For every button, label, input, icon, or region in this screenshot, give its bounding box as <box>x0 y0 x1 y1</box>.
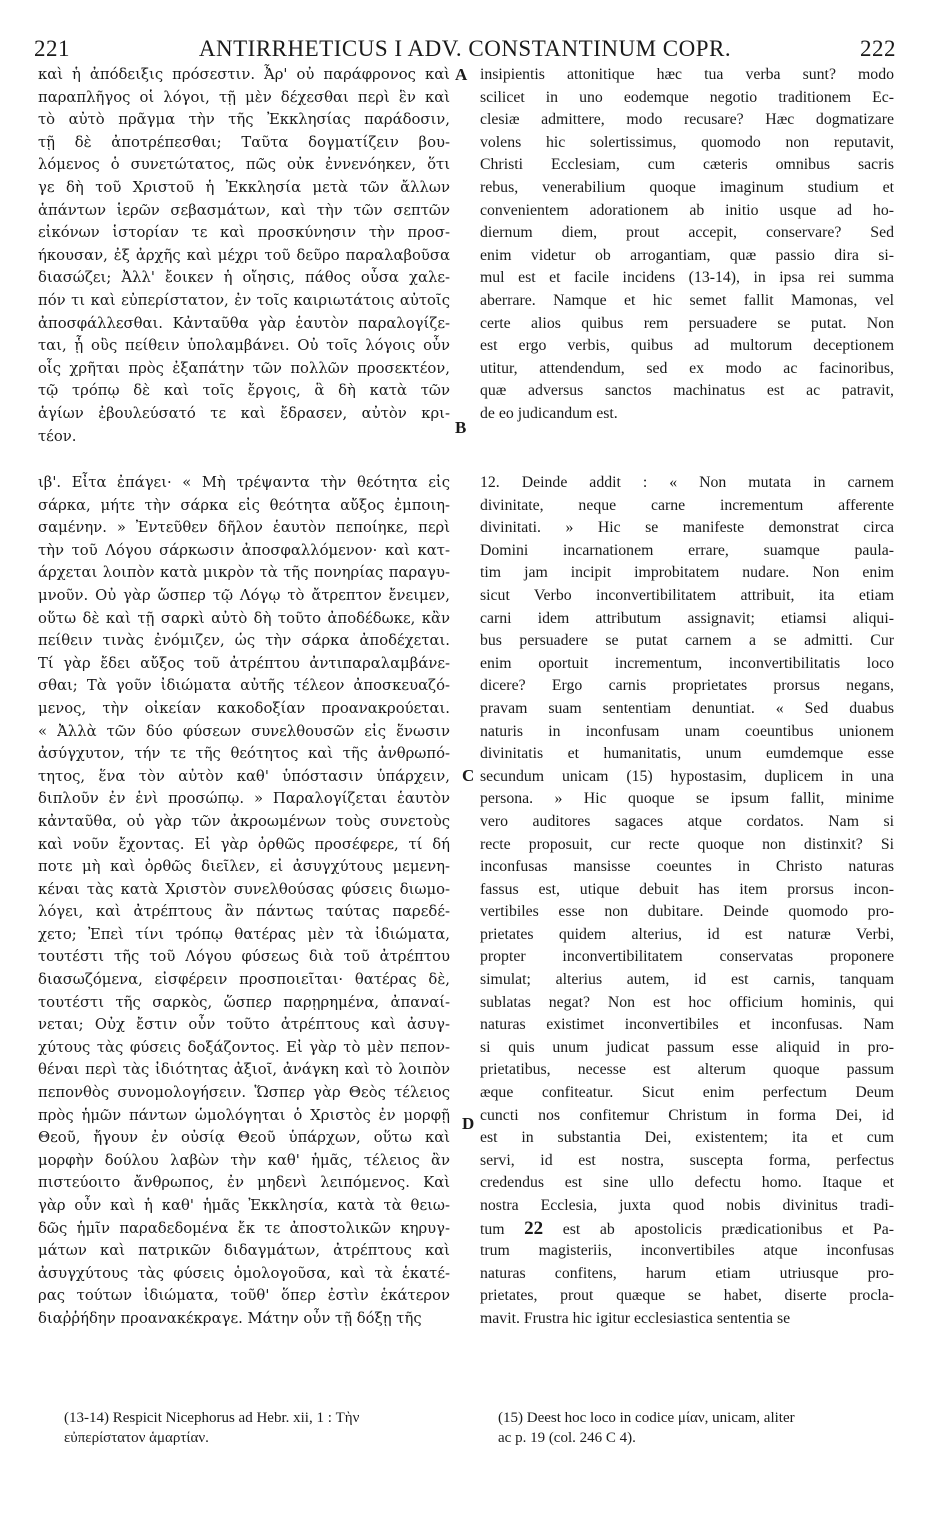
latin-text-line: enim videtur ob arrogantiam, quæ passio dira si- <box>480 246 894 264</box>
greek-text-line: ἁπάντων ἱερῶν σεβασμάτων, καὶ τὴν τῶν σεπτῶν <box>38 201 450 219</box>
latin-text-line: utitur, attendendum, sed ex modo ac facinoribus, <box>480 359 894 377</box>
latin-text-line: certe alios quibus rem persuadere se putat. Non <box>480 314 894 332</box>
greek-text-line: χύτους τὰς φύσεις δοξάζοντος. Εἰ γὰρ τὸ μὲν πεπον- <box>38 1038 450 1056</box>
footnote-line: ac p. 19 (col. 246 C 4). <box>498 1430 636 1446</box>
latin-text-line: propter inconvertibilitatem conservatas proponere <box>480 948 894 966</box>
margin-marker-c: C <box>462 766 475 785</box>
greek-text-line: μνοῦν. Οὐ γὰρ ὥσπερ τῷ Λόγῳ τὸ ἄτρεπτον ἔνειμεν, <box>38 586 450 604</box>
greek-text-line: ποτε μὴ καὶ ὀρθῶς διεῖλεν, εἰ ἀσυγχύτους μεμενη- <box>38 858 450 876</box>
latin-text-line: prietates quidem alterius, id est naturæ Verbi, <box>480 925 894 943</box>
latin-text-line: 12. Deinde addit : « Non mutata in carnem <box>480 474 894 491</box>
latin-text-line: diernum diem, prout accepit, conservare? Sed <box>480 224 894 242</box>
latin-text-line: recte proposuit, cur recte quoque non distinxit? Si <box>480 835 894 853</box>
greek-text-line: γὰρ οὖν καὶ ἡ καθ' ἡμᾶς Ἐκκλησία, κατὰ τὰ θειω- <box>38 1197 450 1214</box>
greek-text-line: διασώζει; Ἀλλ' ἔοικεν ἡ οἴησις, πάθος οὖσα χαλε- <box>38 269 450 287</box>
latin-text-line: volens hic solertissimus, quomodo non reputavit, <box>480 133 894 151</box>
greek-text-line: ἀσυγχύτους τὰς φύσεις ὁμολογοῦσα, καὶ τὰ ἑκατέ- <box>38 1264 450 1282</box>
latin-text-line: fassus est, utique debuit has item prorsus incon- <box>480 880 894 898</box>
greek-text-line: λόγει, καὶ ἀτρέπτους ἂν πάντως ταύτας παρεδέ- <box>38 903 450 921</box>
page-number-right: 222 <box>860 36 896 61</box>
footnote-line: (15) Deest hoc loco in codice μίαν, unicam, aliter <box>498 1410 795 1426</box>
latin-text-line: naturis in inconfusam unam coeuntibus unionem <box>480 722 894 740</box>
greek-text-line: τὴν τοῦ Λόγου σάρκωσιν ἀποσφαλλόμενον· καὶ κατ- <box>38 541 450 559</box>
latin-text-line: naturas existimet inconvertibiles et inconfusas. Nam <box>480 1016 894 1034</box>
greek-text-line: χετο; Ἐπεὶ τίνι τρόπῳ θατέρας μὲν τὰ ἰδιώματα, <box>38 925 450 943</box>
greek-text-line: διασωζόμενα, εἰσφέρειν προσποιεῖται· θατέρας δὲ, <box>38 971 450 989</box>
greek-text-line: καὶ ἡ ἀπόδειξις πρόσεστιν. Ἆρ' οὐ παράφρονος καὶ <box>38 66 450 83</box>
running-header <box>34 36 896 62</box>
latin-text-line: rebus, venerabilium quoque imaginum studium et <box>480 178 894 196</box>
greek-text-line: Τί γὰρ ἔδει αὔξος τοῦ ἀτρέπτου ἀντιπαραλαμβάνε- <box>38 654 450 672</box>
latin-text-line: mul est et facile incidens (13-14), in ipsa rei summa <box>480 269 894 287</box>
greek-column-section-12 <box>38 472 450 1331</box>
latin-text-line: bus persuadere se putat carnem a se admitti. Cur <box>480 632 894 650</box>
greek-text-line: σάρκα, μήτε τὴν σάρκα εἰς θεότητα αὔξος ἐμποιη- <box>38 496 450 514</box>
greek-text-line: σαμένην. » Ἐντεῦθεν δῆλον ἑαυτὸν πεποίηκε, περὶ <box>38 519 450 537</box>
greek-text-line: ήκουσαν, ἐξ ἀρχῆς καὶ μέχρι τοῦ δεῦρο παραλαβοῦσα <box>38 246 450 264</box>
greek-text-line: ται, ᾗ οὓς πείθειν ὑπολαμβάνει. Οὐ τοῖς λόγοις οὖν <box>38 337 450 355</box>
greek-text-line: λόμενος ὁ συνετώτατος, πῶς οὐκ ἐννενόηκεν, ὅτι <box>38 156 450 174</box>
latin-text-line: Christi Ecclesiam, cum cæteris omnibus sacris <box>480 156 894 174</box>
latin-text-line: dicere? Ergo carnis proprietates prorsus negans, <box>480 677 894 695</box>
greek-text-line: πεπονθὸς συνομολογήσειν. Ὥσπερ γὰρ Θεὸς τέλειος <box>38 1084 450 1102</box>
greek-text-line: διπλοῦν ἐν ἑνὶ προσώπῳ. » Παραλογίζεται ἑαυτὸν <box>38 790 450 808</box>
footnote-line: εὐπερίστατον ἁμαρτίαν. <box>64 1430 209 1446</box>
latin-text-line: aberrare. Namque et hic semet fallit Mamonas, vel <box>480 291 894 309</box>
latin-text-line: divinitatis et humanitatis, unum eumdemque esse <box>480 745 894 763</box>
greek-text-line: τέον. <box>38 427 77 445</box>
greek-text-line: « Ἀλλὰ τῶν δύο φύσεων συνελθουσῶν εἰς ἕνωσιν <box>38 722 450 740</box>
greek-text-line: τητος, ἕνα τὸν αὐτὸν καθ' ὑπόστασιν ὑπάρχειν, <box>38 767 450 785</box>
greek-text-line: ιβ'. Εἶτα ἐπάγει· « Μὴ τρέψαντα τὴν θεότητα εἰς <box>38 474 450 491</box>
greek-text-line: ἀσύγχυτον, τήν τε τῆς θεότητος καὶ τῆς ἀνθρωπό- <box>38 745 450 763</box>
latin-text-line: æque confiteatur. Sicut enim perfectum Deum <box>480 1084 894 1102</box>
latin-text-line: si quis unum judicat passum esse aliquid in pro- <box>480 1038 894 1056</box>
greek-text-line: κἀνταῦθα, οὐ γὰρ τῶν ἀκροωμένων τοὺς συνετοὺς <box>38 812 450 830</box>
footnote-15 <box>498 1408 898 1448</box>
latin-column-top <box>480 64 894 426</box>
greek-text-line: μενος, τὴν οἰκείαν κακοδοξίαν προανακρούεται. <box>38 699 450 717</box>
latin-text-line: persona. » Hic quoque se ipsum fallit, minime <box>480 790 894 808</box>
latin-text-line: clesiæ admittere, modo recusare? Hæc dogmatizare <box>480 111 894 129</box>
greek-column-top <box>38 64 450 448</box>
greek-text-line: τουτέστι τῆς σαρκὸς, ὥσπερ παρῃρημένα, ἀπαναί- <box>38 993 450 1011</box>
footnote-13-14 <box>64 1408 454 1448</box>
greek-text-line: μορφὴν δούλου λαβὼν τὴν καθ' ἡμᾶς, τέλειος ἂν <box>38 1151 450 1169</box>
greek-text-line: ἀποσφάλλεσθαι. Κἀνταῦθα γὰρ ἑαυτὸν παραλογίζε- <box>38 314 450 332</box>
running-title: ANTIRRHETICUS I ADV. CONSTANTINUM COPR. <box>198 36 732 61</box>
greek-text-line: μάτων καὶ πατρικῶν διδαγμάτων, ἀτρέπτους καὶ <box>38 1242 450 1260</box>
latin-column-section-12 <box>480 472 894 1331</box>
latin-text-line: cuncti nos confitemur Christum in forma Dei, id <box>480 1106 894 1124</box>
latin-text-line: naturas confitens, harum etiam utriusque pro- <box>480 1264 894 1282</box>
margin-marker-d: D <box>462 1114 475 1133</box>
latin-text-line: convenientem adorationem ab initio usque ad ho- <box>480 201 894 219</box>
margin-marker-b: B <box>455 418 467 437</box>
margin-marker-a: A <box>455 65 468 84</box>
latin-text-line: sicut Verbo inconvertibilitatem attribuit, ita etiam <box>480 586 894 604</box>
latin-text-line: tum 22 est ab apostolicis prædicationibus et Pa- <box>480 1217 894 1239</box>
latin-text-line: de eo judicandum est. <box>480 404 618 422</box>
greek-text-line: τουτέστι τῆς τοῦ Λόγου φύσεως διὰ τοῦ ἀτρέπτου <box>38 948 450 966</box>
footnote-line: (13-14) Respicit Nicephorus ad Hebr. xii, 1 : Τὴν <box>64 1410 360 1426</box>
latin-text-line: insipientis attonitique hæc tua verba sunt? modo <box>480 66 894 83</box>
greek-text-line: Θεοῦ, ἤγουν ἐν οὐσίᾳ Θεοῦ ὑπάρχων, οὕτω καὶ <box>38 1129 450 1147</box>
latin-text-line: inconfusas mansisse coeuntes in Christo naturas <box>480 858 894 876</box>
greek-text-line: παραπλῆγος οἱ λόγοι, τῇ μὲν δέχεσθαι περὶ ἓν καὶ <box>38 88 450 106</box>
greek-text-line: οὕτω δὲ καὶ τῇ σαρκὶ αὐτὸ δὴ τοῦτο ἀποδέδωκε, κἂν <box>38 609 450 627</box>
greek-text-line: τῇ δὲ ἀποτρέπεσθαι; Ταῦτα δογματίζειν βου- <box>38 133 450 151</box>
latin-text-line: mavit. Frustra hic igitur ecclesiastica sententia se <box>480 1309 791 1327</box>
latin-text-line: vertibiles esse non dubitare. Deinde quomodo pro- <box>480 903 894 921</box>
greek-text-line: γε δὴ τοῦ Χριστοῦ ἡ Ἐκκλησία μετὰ τῶν ἄλλων <box>38 178 450 196</box>
latin-text-line: prietates, prout quæque se habet, diserte procla- <box>480 1287 894 1305</box>
inline-page-number: 22 <box>524 1217 544 1239</box>
greek-text-line: πείθειν τινὰς ἐνόμιζεν, ὡς τὴν σάρκα ἀποδέχεται. <box>38 632 450 650</box>
greek-text-line: πρὸς ἡμῶν πάντων ὡμολόγηται ὁ Χριστὸς ἐν μορφῇ <box>38 1106 450 1124</box>
latin-text-line: prietatibus, necesse est alterum quoque passum <box>480 1061 894 1079</box>
greek-text-line: άρχεται λοιπὸν κατὰ μικρὸν τὰ τῆς πονηρίας παραγυ- <box>38 564 450 582</box>
greek-text-line: θέναι περὶ τὰς ἰδιότητας ἀξιοῖ, ἀνάγκη καὶ τὸ λοιπὸν <box>38 1061 450 1079</box>
latin-text-line: divinitate, neque carne incrementum afferente <box>480 496 894 514</box>
greek-text-line: διαῤῥήδην προανακέκραγε. Μάτην οὖν τῇ δόξῃ τῆς <box>38 1309 422 1327</box>
greek-text-line: τῷ τρόπῳ δὲ καὶ τοῖς ἔργοις, ἃ δὴ κατὰ τῶν <box>38 382 450 400</box>
greek-text-line: τὸ αὐτὸ πρᾶγμα τὴν τῆς Ἐκκλησίας παράδοσιν, <box>38 111 450 129</box>
latin-text-line: enim oportuit incrementum, inconvertibilitatis loco <box>480 654 894 672</box>
latin-text-line: est in substantia Dei, existentem; ita et cum <box>480 1129 894 1147</box>
latin-text-line: trum magisteriis, inconvertibiles atque inconfusas <box>480 1242 894 1260</box>
latin-text-line: pravam suam sententiam denuntiat. « Sed duabus <box>480 699 894 717</box>
latin-text-line: nostra Ecclesia, juxta quod nobis divinitus tradi- <box>480 1197 894 1214</box>
latin-text-line: tim jam incipit improbitatem nudare. Non enim <box>480 564 894 582</box>
greek-text-line: πιστεύοιτο ἄνθρωπος, ἐν μηδενὶ λειπόμενος. Καὶ <box>38 1174 450 1192</box>
page-number-left: 221 <box>34 36 70 61</box>
latin-text-line: simulat; alterius autem, id est carnis, tanquam <box>480 971 894 989</box>
greek-text-line: πόν τι καὶ εὐπερίστατον, ἐν τοῖς καιριωτάτοις αὐτοῖς <box>38 291 450 309</box>
greek-text-line: ρας τούτων ἰδιώματα, τοῦθ' ὅπερ ἐστὶν ἑκάτερον <box>38 1287 450 1305</box>
greek-text-line: εἰκόνων ἱστορίαν τε καὶ προσκύνησιν τὴν προσ- <box>38 224 450 242</box>
latin-text-line: servi, id est nostra, suscepta forma, perfectus <box>480 1151 894 1169</box>
greek-text-line: οἷς χρῆται πρὸς ἐξαπάτην τῶν πολλῶν προσεκτέον, <box>38 359 450 377</box>
greek-text-line: κέναι τὰς κατὰ Χριστὸν συνελθούσας φύσεις διωμο- <box>38 880 450 898</box>
latin-text-line: credendus est sine ullo defectu homo. Itaque et <box>480 1174 894 1192</box>
greek-text-line: σθαι; Τὰ γοῦν ἰδιώματα αὐτῆς τέλεον ἀποσκευαζό- <box>38 677 450 695</box>
latin-text-line: quæ adversus sanctos machinatus est ac patravit, <box>480 382 894 400</box>
greek-text-line: καὶ νοῦν ἔχοντας. Εἰ γὰρ ὀρθῶς προσέφερε, τί δή <box>38 835 450 853</box>
greek-text-line: νεται; Οὐχ ἔστιν οὖν τοῦτο ἀτρέπτους καὶ ἀσυγ- <box>38 1016 450 1034</box>
greek-text-line: ἁγίων ἐβουλεύσατό τε καὶ ἔδρασεν, αὐτὸν κρι- <box>38 404 450 422</box>
latin-text-line: secundum unicam (15) hypostasim, duplicem in una <box>480 767 894 785</box>
latin-text-line: scilicet in uno eodemque negotio traditionem Ec- <box>480 88 894 106</box>
latin-text-line: vero auditores sagaces atque cordatos. Nam si <box>480 812 894 830</box>
greek-text-line: δῶς ἡμῖν παραδεδομένα ἔκ τε ἀποστολικῶν κηρυγ- <box>38 1219 450 1237</box>
latin-text-line: sublatas negat? Non est hoc officium hominis, qui <box>480 993 894 1011</box>
latin-text-line: Domini incarnationem errare, suamque paula- <box>480 541 894 559</box>
latin-text-line: carni idem attributum assignavit; etiamsi aliqui- <box>480 609 894 627</box>
latin-text-line: est ergo verbis, quibus ad multorum deceptionem <box>480 337 894 355</box>
latin-text-line: divinitati. » Hic se manifeste demonstrat circa <box>480 519 894 537</box>
